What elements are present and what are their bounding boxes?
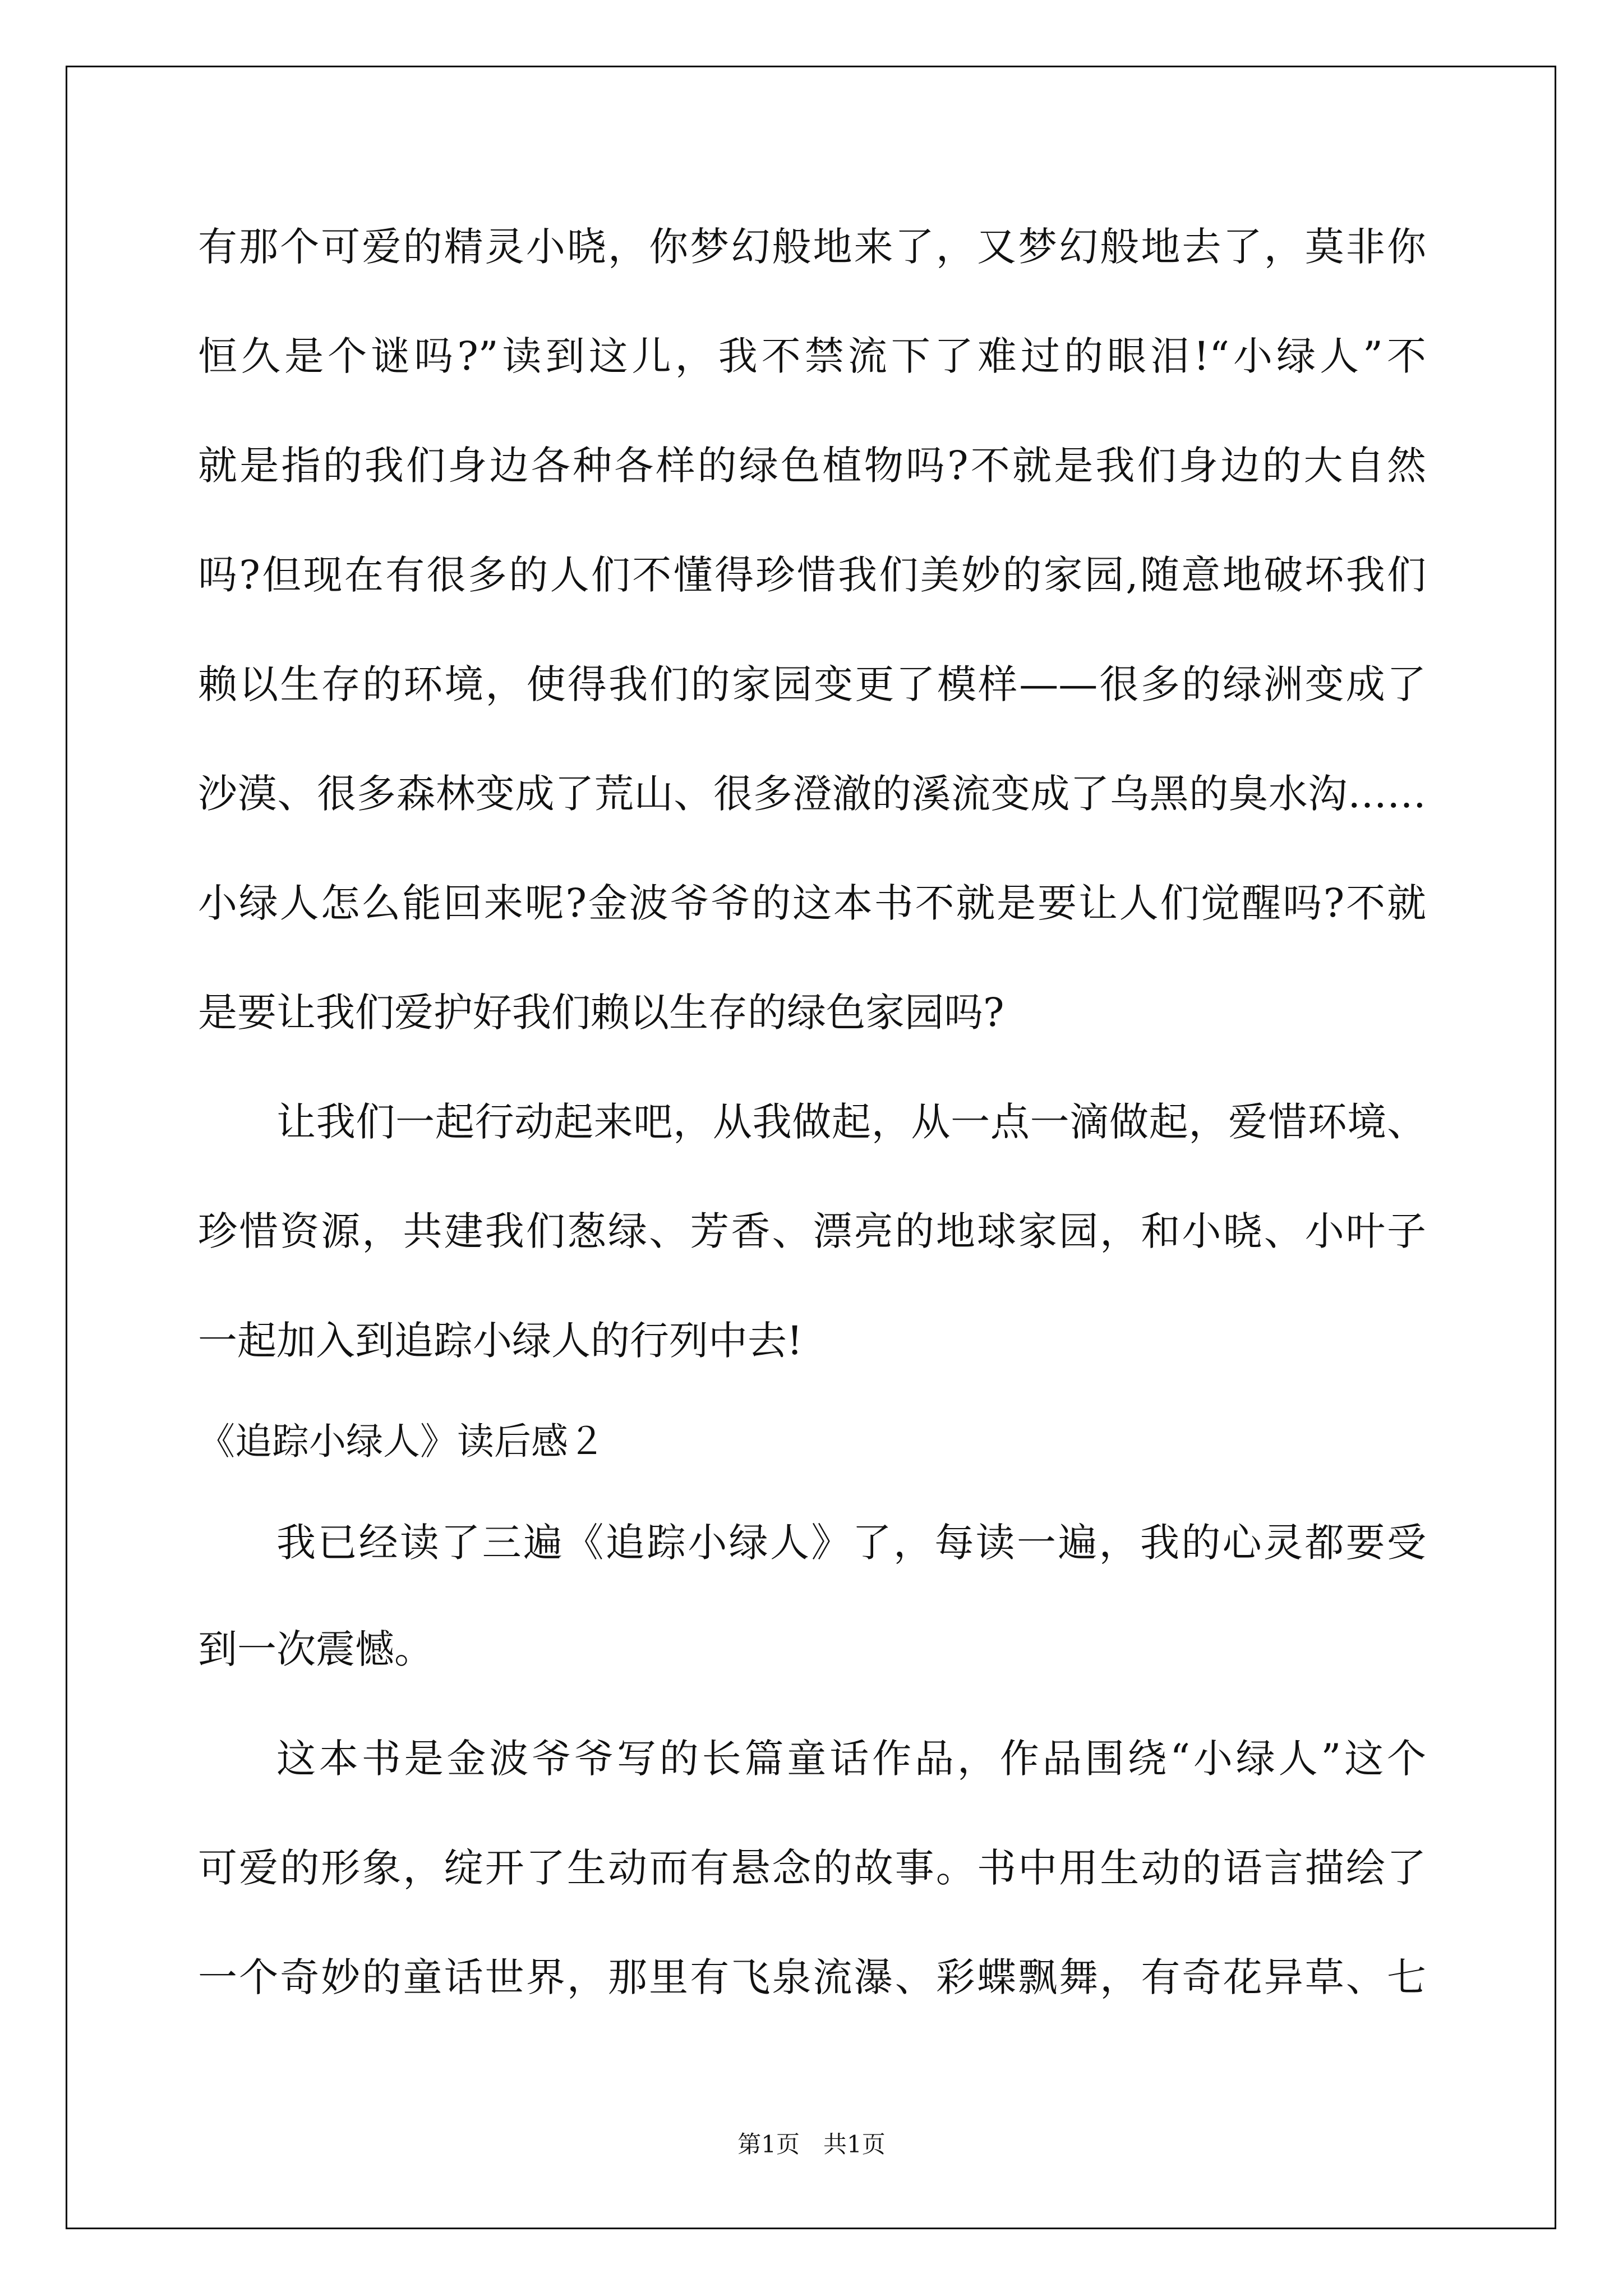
page-footer: 第1页 共1页	[737, 2131, 886, 2158]
text-line: 珍惜资源，共建我们葱绿、芳香、漂亮的地球家园，和小晓、小叶子	[198, 1208, 1426, 1254]
text-line: 恒久是个谜吗?”读到这儿，我不禁流下了难过的眼泪!“小绿人”不	[198, 333, 1426, 379]
text-line: 到一次震憾。	[198, 1626, 434, 1672]
text-line: 这本书是金波爷爷写的长篇童话作品，作品围绕“小绿人”这个	[276, 1736, 1426, 1782]
text-line: 有那个可爱的精灵小晓，你梦幻般地来了，又梦幻般地去了，莫非你	[198, 224, 1426, 270]
text-line: 可爱的形象，绽开了生动而有悬念的故事。书中用生动的语言描绘了	[198, 1845, 1426, 1891]
text-line: 让我们一起行动起来吧，从我做起，从一点一滴做起，爱惜环境、	[276, 1099, 1426, 1145]
text-line: 赖以生存的环境，使得我们的家园变更了模样——很多的绿洲变成了	[198, 661, 1426, 707]
text-line: 小绿人怎么能回来呢?金波爷爷的这本书不就是要让人们觉醒吗?不就	[198, 880, 1426, 926]
text-line: 沙漠、很多森林变成了荒山、很多澄澈的溪流变成了乌黑的臭水沟……	[198, 771, 1426, 817]
text-line: 是要让我们爱护好我们赖以生存的绿色家园吗?	[198, 990, 1004, 1036]
text-line: 吗?但现在有很多的人们不懂得珍惜我们美妙的家园,随意地破坏我们	[198, 552, 1426, 598]
text-line: 我已经读了三遍《追踪小绿人》了，每读一遍，我的心灵都要受	[276, 1520, 1426, 1566]
text-line: 一个奇妙的童话世界，那里有飞泉流瀑、彩蝶飘舞，有奇花异草、七	[198, 1954, 1426, 2000]
section-heading: 《追踪小绿人》读后感２	[198, 1420, 605, 1463]
text-line: 就是指的我们身边各种各样的绿色植物吗?不就是我们身边的大自然	[198, 443, 1426, 489]
text-line: 一起加入到追踪小绿人的行列中去!	[198, 1318, 803, 1364]
